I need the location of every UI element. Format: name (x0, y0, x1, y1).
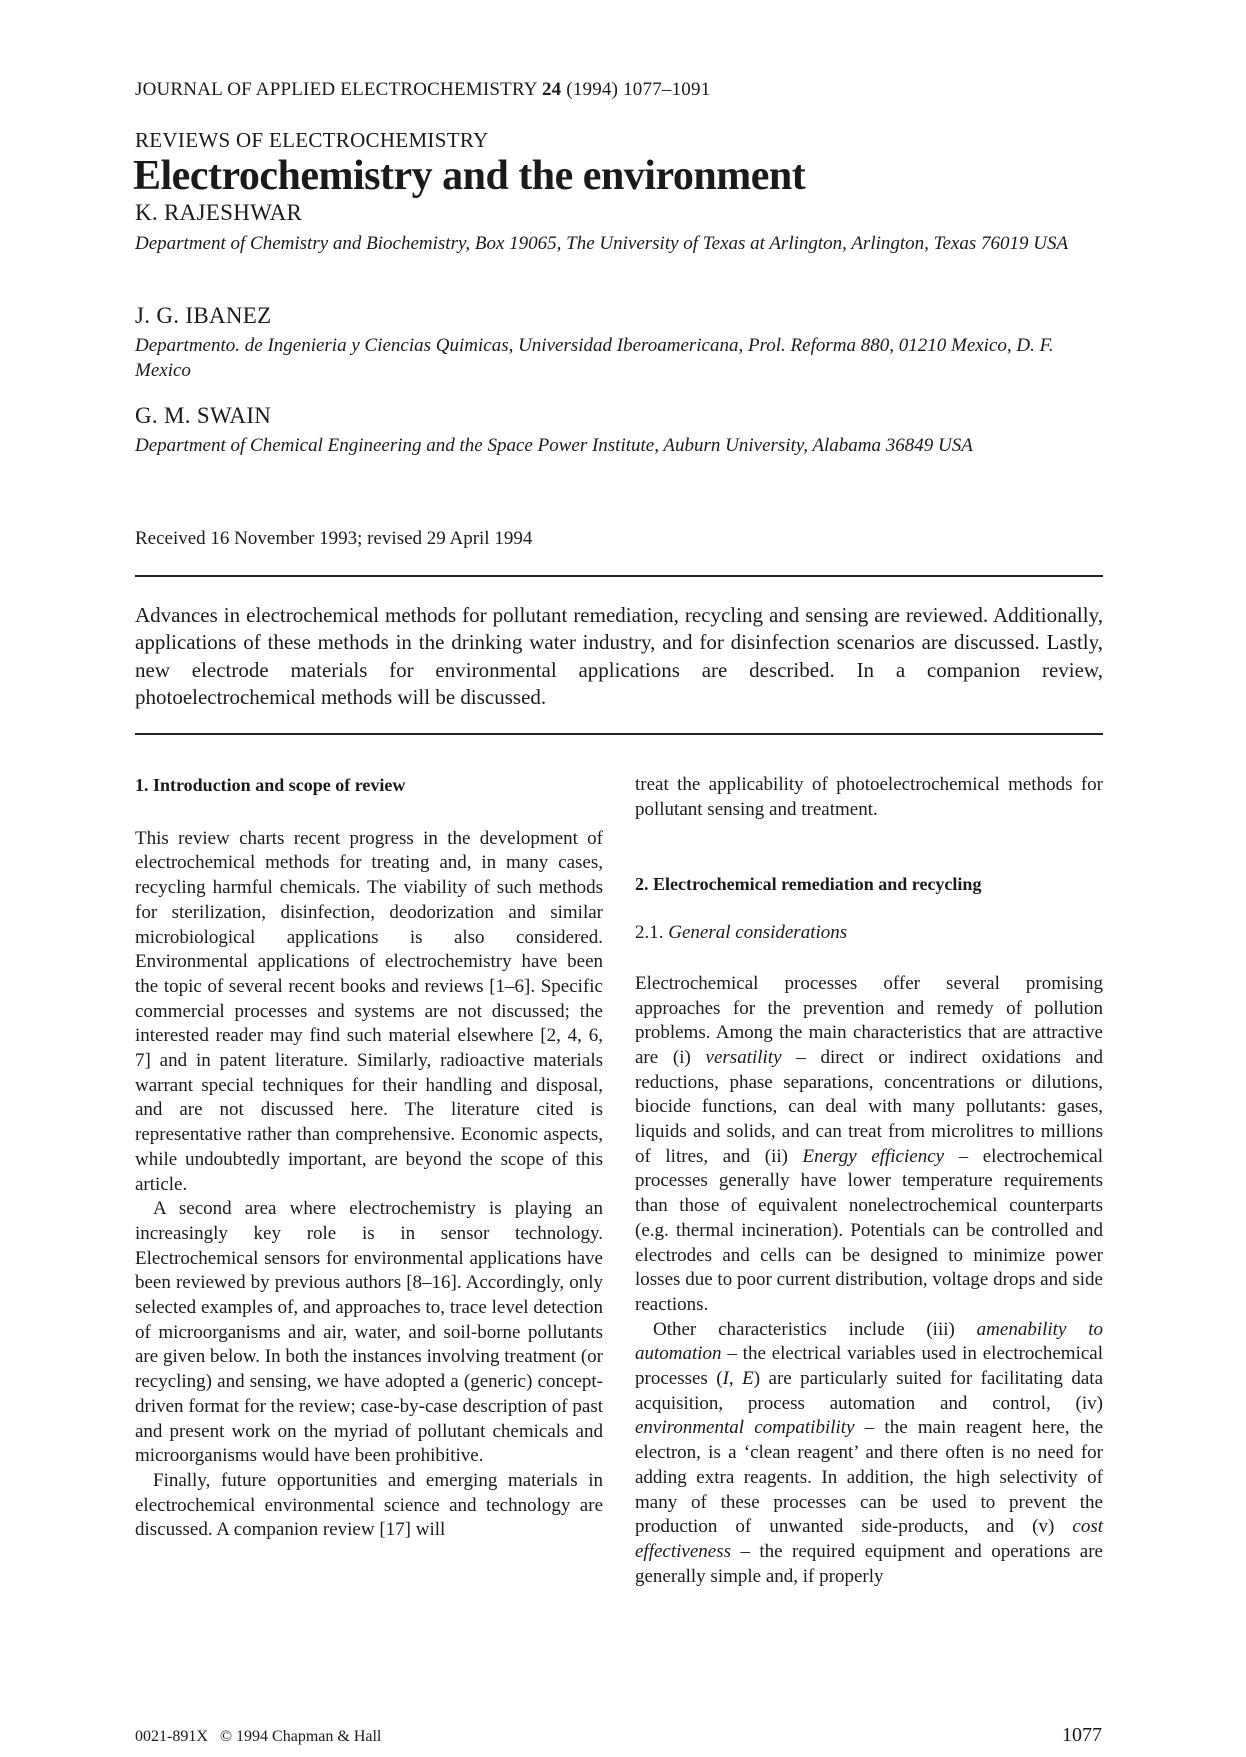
section-heading: 1. Introduction and scope of review (135, 775, 406, 795)
author-affiliation: Department of Chemistry and Biochemistry, Box 19065, The University of Texas at Arlington, Arlington, Texas 76019 USA (135, 233, 1069, 254)
subsection-heading (635, 921, 1103, 946)
paragraph: Electrochemical processes offer several promising approaches for the prevention and remedy of pollution problems. Among the main characteristics that are attractive are (i) versatility – direct or indirect oxidations and reductions, phase separations, concentrations or dilutions, biocide functions, can deal with many pollutants: gases, liquids and solids, and can treat from microlitres to millions of litres, and (ii) Energy efficiency – electrochemical processes generally have lower temperature requirements than those of equivalent nonelectrochemical counterparts (e.g. thermal incineration). Potentials can be controlled and electrodes and cells can be designed to minimize power losses due to poor current distribution, voltage drops and side reactions. (635, 972, 1103, 1315)
divider-bottom (135, 733, 1103, 735)
journal-citation (135, 79, 710, 101)
author-name: K. RAJESHWAR (135, 200, 303, 225)
subsection-title: General considerations (668, 922, 848, 944)
paragraph: Finally, future opportunities and emerging materials in electrochemical environmental science and technology are discussed. A companion review [17] will (135, 1469, 603, 1541)
author-affiliation: Departmento. de Ingenieria y Ciencias Quimicas, Universidad Iberoamericana, Prol. Reforma 880, 01210 Mexico, D. F. Mexico (135, 335, 1054, 381)
paragraph: A second area where electrochemistry is playing an increasingly key role is in sensor technology. Electrochemical sensors for environmental applications have been reviewed by previous authors [8–16]. Accordingly, only selected examples of, and approaches to, trace level detection of microorganisms and air, water, and soil-borne pollutants are given below. In both the instances involving treatment (or recycling) and sensing, we have adopted a (generic) concept-driven format for the review; case-by-case description of past and present work on the myriad of pollutant chemicals and microorganisms would have been prohibitive. (135, 1198, 603, 1467)
received-dates: Received 16 November 1993; revised 29 April 1994 (135, 528, 533, 549)
journal-name: JOURNAL OF APPLIED ELECTROCHEMISTRY (135, 79, 537, 100)
journal-year-pages: (1994) 1077–1091 (566, 79, 711, 100)
footer-issn-copyright (135, 1728, 381, 1746)
section-heading: 2. Electrochemical remediation and recycling (635, 874, 982, 895)
author-affiliation: Department of Chemical Engineering and the Space Power Institute, Auburn University, Alabama 36849 USA (135, 435, 973, 456)
left-column (135, 773, 603, 1543)
paragraph: treat the applicability of photoelectrochemical methods for pollutant sensing and treatment. (635, 774, 1103, 820)
author-name: G. M. SWAIN (135, 403, 272, 428)
divider-top (135, 575, 1103, 577)
subsection-number: 2.1. (635, 922, 664, 944)
paragraph: Other characteristics include (iii) amenability to automation – the electrical variables used in electrochemical processes (I, E) are particularly suited for facilitating data acquisition, process automation and control, (iv) environmental compatibility – the main reagent here, the electron, is a ‘clean reagent’ and there often is no need for adding extra reagents. In addition, the high selectivity of many of these processes can be used to prevent the production of unwanted side-products, and (v) cost effectiveness – the required equipment and operations are generally simple and, if properly (635, 1318, 1104, 1587)
issn: 0021-891X (135, 1728, 208, 1745)
paragraph: This review charts recent progress in the development of electrochemical methods for treating and, in many cases, recycling harmful chemicals. The viability of such methods for sterilization, disinfection, deodorization and similar microbiological applications is also considered. Environmental applications of electrochemistry have been the topic of several recent books and reviews [1–6]. Specific commercial processes and systems are not discussed; the interested reader may find such material elsewhere [2, 4, 6, 7] and in patent literature. Similarly, radioactive materials warrant special techniques for their handling and disposal, and are not discussed here. The literature cited is representative rather than comprehensive. Economic aspects, while undoubtedly important, are beyond the scope of this article. (135, 827, 603, 1195)
author-name: J. G. IBANEZ (135, 303, 272, 328)
page-number: 1077 (1062, 1724, 1102, 1746)
abstract: Advances in electrochemical methods for pollutant remediation, recycling and sensing are reviewed. Additionally, applications of these methods in the drinking water industry, and for disinfection scenarios are discussed. Lastly, new electrode materials for environmental applications are described. In a companion review, photoelectrochemical methods will be discussed. (135, 603, 1103, 709)
copyright: © 1994 Chapman & Hall (219, 1728, 382, 1745)
journal-volume: 24 (541, 79, 562, 100)
right-column (635, 773, 1103, 1589)
series-label: REVIEWS OF ELECTROCHEMISTRY (135, 128, 489, 152)
article-title: Electrochemistry and the environment (133, 153, 806, 199)
